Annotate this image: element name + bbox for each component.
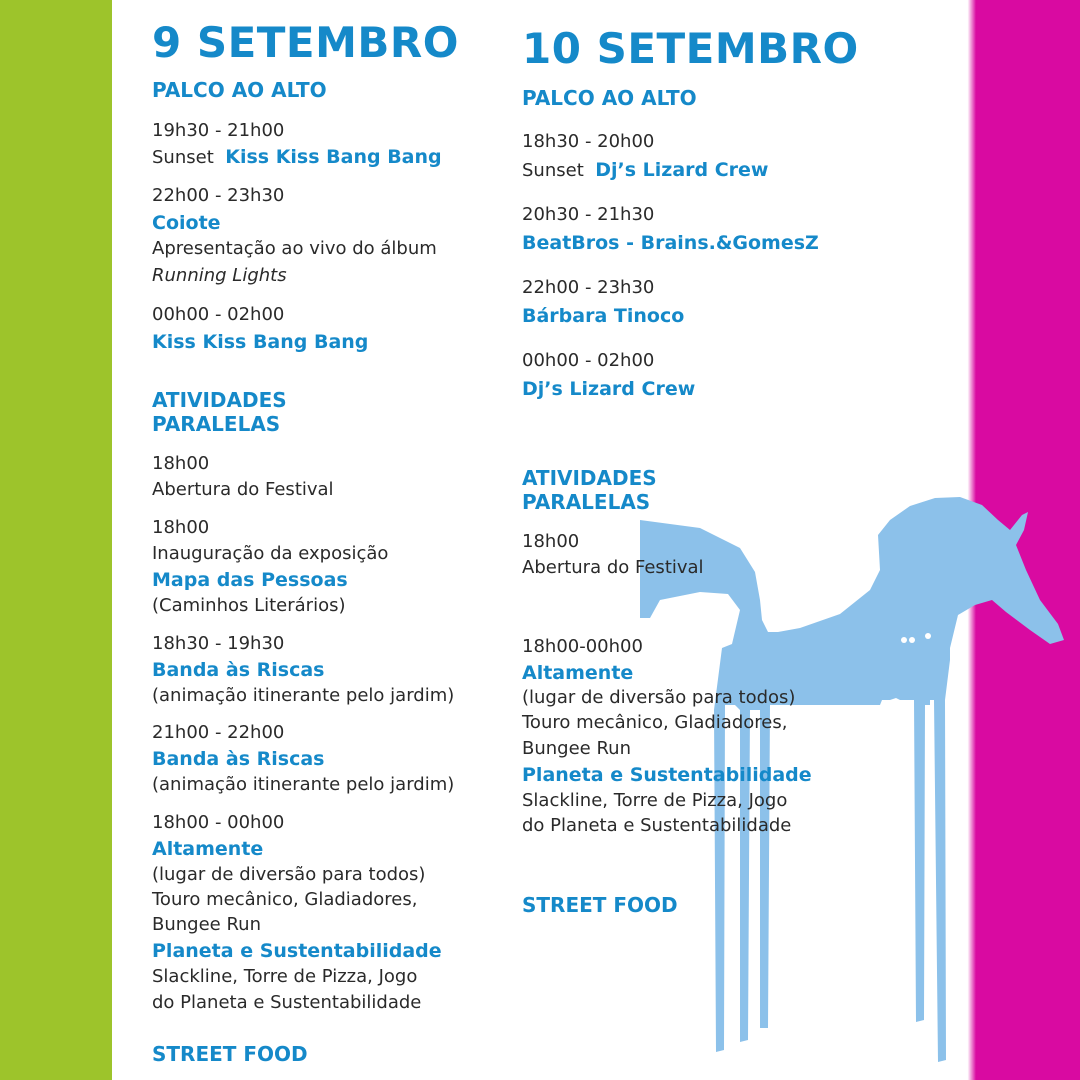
event-act: Dj’s Lizard Crew [595,159,769,181]
activity-time: 18h00 [522,531,580,552]
activity-act: Altamente [152,838,264,860]
event-act: Coiote [152,212,221,234]
event-note: Apresentação ao vivo do álbum [152,238,437,259]
activity-text: Inauguração da exposição [152,543,389,564]
parallel-heading: ATIVIDADES PARALELAS [522,466,657,514]
activity-note: (animação itinerante pelo jardim) [152,774,455,795]
event-time: 00h00 - 02h00 [152,304,285,325]
activity-line: Touro mecânico, Gladiadores, [152,889,418,910]
green-side-stripe [0,0,112,1080]
activity-line: Slackline, Torre de Pizza, Jogo [152,966,418,987]
activity-line: (lugar de diversão para todos) [152,864,426,885]
stage-heading: PALCO AO ALTO [522,86,697,110]
activity-time: 18h00 [152,453,210,474]
activity-note: (Caminhos Literários) [152,595,346,616]
activity-line: Bungee Run [522,738,631,759]
activity-text: Abertura do Festival [152,479,334,500]
activity-line: do Planeta e Sustentabilidade [522,815,792,836]
event-time: 00h00 - 02h00 [522,350,655,371]
activity-note: (animação itinerante pelo jardim) [152,685,455,706]
activity-time: 18h00 [152,517,210,538]
day-title: 10 SETEMBRO [522,24,859,73]
event-act: Bárbara Tinoco [522,305,685,327]
event-prefix: Sunset [152,147,214,168]
event-time: 20h30 - 21h30 [522,204,655,225]
event-act: Kiss Kiss Bang Bang [225,146,442,168]
day-title: 9 SETEMBRO [152,18,459,67]
event-act: Dj’s Lizard Crew [522,378,696,400]
activity-act: Altamente [522,662,634,684]
activity-line: (lugar de diversão para todos) [522,687,796,708]
activity-act: Mapa das Pessoas [152,569,348,591]
event-time: 18h30 - 20h00 [522,131,655,152]
street-food-heading: STREET FOOD [152,1042,308,1066]
event-time: 22h00 - 23h30 [522,277,655,298]
activity-act: Planeta e Sustentabilidade [152,940,442,962]
activity-act: Planeta e Sustentabilidade [522,764,812,786]
activity-text: Abertura do Festival [522,557,704,578]
street-food-heading: STREET FOOD [522,893,678,917]
event-time: 19h30 - 21h00 [152,120,285,141]
activity-time: 21h00 - 22h00 [152,722,285,743]
activity-act: Banda às Riscas [152,748,325,770]
activity-time: 18h00 - 00h00 [152,812,285,833]
event-time: 22h00 - 23h30 [152,185,285,206]
activity-line: Bungee Run [152,914,261,935]
activity-line: do Planeta e Sustentabilidade [152,992,422,1013]
activity-line: Touro mecânico, Gladiadores, [522,712,788,733]
activity-time: 18h30 - 19h30 [152,633,285,654]
event-line [152,144,442,171]
event-act: Kiss Kiss Bang Bang [152,331,369,353]
activity-line: Slackline, Torre de Pizza, Jogo [522,790,788,811]
event-line [522,157,768,184]
stage-heading: PALCO AO ALTO [152,78,327,102]
event-act: BeatBros - Brains.&GomesZ [522,232,819,254]
parallel-heading: ATIVIDADES PARALELAS [152,388,287,436]
activity-time: 18h00-00h00 [522,636,643,657]
event-album: Running Lights [152,265,287,286]
activity-act: Banda às Riscas [152,659,325,681]
event-prefix: Sunset [522,160,584,181]
